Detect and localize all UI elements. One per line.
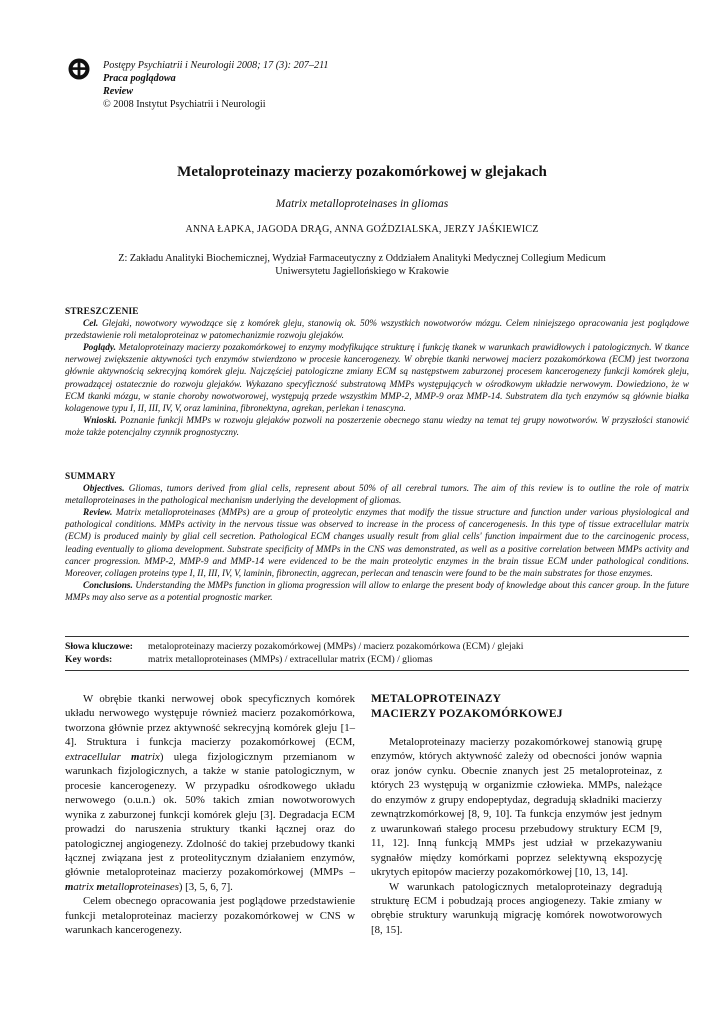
affiliation	[80, 252, 644, 278]
journal-header	[103, 59, 329, 111]
abstract-en	[65, 471, 689, 604]
abstract-en-review: Review. Matrix metalloproteinases (MMPs) are a group of proteolytic enzymes that modify the tissue structure and function under various physiological and pathological conditions. MMPs activity in the nervous tissue was observed to increase in the process of cancerogenesis. In this type of tissue extracellular matrix (ECM) is produced mainly by glial cell secretion. Pathological ECM changes usually result from glial cells' function impairment due to the carcinogenic process, leading eventually to glioma development. Substrate specificity of MMPs in the CNS was demonstrated, as well as a positive correlation between MMPs activity and cancer progression. MMP-2, MMP-9 and MMP-14 were evidenced to be the main proteolytic enzymes in the brain tissue ECM under pathological conditions. Moreover, collagen proteins type I, II, III, IV, V, laminin, fibronectin, aggrecan, perlecan and tenascin were found to be the main substrates for those enzymes.	[65, 508, 689, 579]
abstract-en-objectives: Objectives. Gliomas, tumors derived from glial cells, represent about 50% of all cerebral tumors. The aim of this review is to outline the role of matrix metalloproteinases in the pathological mechanism underlying the development of gliomas.	[65, 484, 689, 507]
keywords-pl: Słowa kluczowe: metaloproteinazy macierzy pozakomórkowej (MMPs) / macierz pozakomórkowa (ECM) / glejaki	[65, 641, 524, 652]
section-heading: METALOPROTEINAZY MACIERZY POZAKOMÓRKOWEJ	[371, 693, 563, 720]
affiliation-line-2: Uniwersytetu Jagiellońskiego w Krakowie	[275, 266, 449, 277]
keywords-en: Key words: matrix metalloproteinases (MMPs) / extracellular matrix (ECM) / gliomas	[65, 653, 433, 665]
journal-citation: Postępy Psychiatrii i Neurologii 2008; 17 (3): 207–211	[103, 60, 329, 71]
copyright: © 2008 Instytut Psychiatrii i Neurologii	[103, 99, 266, 110]
body-left-paragraph-2: Celem obecnego opracowania jest poglądowe przedstawienie funkcji metaloproteinaz macierzy pozakomórkowej w CNS w warunkach kancerogenezy.	[65, 895, 355, 937]
body-left-paragraph-1: W obrębie tkanki nerwowej obok specyficznych komórek układu nerwowego występuje również macierz pozakomórkowa, tworzona głównie przez aktywność sekrecyjną komórek gleju [1–4]. Struktura i funkcja macierzy pozakomórkowej (ECM, extracellular matrix) ulega fizjologicznym przemianom w warunkach fizjologicznych, a także w stanie patologicznym, w procesie kancerogenezy. W przypadku ośrodkowego układu nerwowego (o.u.n.) ok. 50% takich zmian nowotworowych wynika z zaburzonej funkcji komórek gleju [3]. Degradacja ECM prowadzi do naruszenia struktury tkanki łącznej oraz do patologicznej angiogenezy. Zdolność do takiej przebudowy tkanki łącznej związana jest z proteolitycznym działaniem enzymów, głównie metaloproteinaz macierzy pozakomórkowej (MMPs – matrix metalloproteinases) [3, 5, 6, 7].	[65, 693, 355, 893]
body-right-column	[371, 692, 662, 937]
abstract-pl-cel: Cel. Glejaki, nowotwory wywodzące się z komórek gleju, stanowią ok. 50% wszystkich nowotworów mózgu. Celem niniejszego opracowania jest poglądowe przedstawienie roli metaloproteinaz w patomechanizmie rozwoju glejaków.	[65, 319, 689, 342]
divider-top	[65, 636, 689, 637]
institute-logo-icon	[68, 58, 90, 80]
keywords	[65, 641, 689, 666]
article-type-pl: Praca poglądowa	[103, 73, 176, 84]
article-subtitle: Matrix metalloproteinases in gliomas	[275, 198, 449, 210]
affiliation-line-1: Z: Zakładu Analityki Biochemicznej, Wydział Farmaceutyczny z Oddziałem Analityki Medycznej Collegium Medicum	[118, 253, 606, 264]
abstract-pl	[65, 306, 689, 439]
divider-bottom	[65, 670, 689, 671]
article-title: Metaloproteinazy macierzy pozakomórkowej w glejakach	[177, 164, 547, 180]
body-left-column	[65, 692, 355, 938]
abstract-en-heading: SUMMARY	[65, 472, 116, 482]
abstract-en-conclusions: Conclusions. Understanding the MMPs function in glioma progression will allow to enlarge the present body of knowledge about this cancer group. In the future MMPs may also serve as a potential prognostic marker.	[65, 580, 689, 603]
abstract-pl-poglady: Poglądy. Metaloproteinazy macierzy pozakomórkowej to enzymy modyfikujące strukturę i funkcję tkanek w warunkach prawidłowych i patologicznych. W tkance nerwowej zwiększenie aktywności tych enzymów stwierdzono w procesie kancerogenezy. W obrębie tkanki nerwowej macierz pozakomórkowa (ECM) jest tworzona głównie aktywnością sekrecyjną komórek gleju. Najczęściej patologiczne zmiany ECM są następstwem zaburzonej procesem kancerogenezy funkcji komórek gleju, prowadzącej ostatecznie do rozwoju glejaków. Wykazano specyficzność substratową MMPs występujących w ośrodkowym układzie nerwowym. Dowiedziono, że w ECM tkanki mózgu, w stanie choroby nowotworowej, występują przede wszystkim MMP-2, MMP-9 oraz MMP-14. Substratem dla tych enzymów są głównie białka kolagenowe typu I, II, III, IV, V, oraz laminina, fibronektyna, agrekan, perlekan i tenascyna.	[65, 343, 689, 414]
article-type-en: Review	[103, 86, 133, 97]
body-right-paragraph-2: W warunkach patologicznych metaloproteinazy degradują strukturę ECM i pobudzają proces angiogenezy. Takie zmiany w obrębie struktury warunkują migrację komórek nowotworowych [8, 15].	[371, 880, 662, 936]
body-right-paragraph-1: Metaloproteinazy macierzy pozakomórkowej stanowią grupę enzymów, których aktywność zależy od obecności jonów wapnia oraz jonów cynku. Obecnie znanych jest 25 metaloproteinaz, z których 23 występują w organizmie człowieka. MMPs, należące do enzymów z grupy endopeptydaz, degradują składniki macierzy zewnątrzkomórkowej [8, 9, 10]. Ta funkcja enzymów jest jednym z uwarunkowań stałego procesu przebudowy struktury ECM [9, 11, 12]. Inną funkcją MMPs jest udział w przekazywaniu sygnałów między komórkami poprzez selektywną ekspozycję ukrytych epitopów macierzy pozakomórkowej [10, 13, 14].	[371, 736, 662, 879]
abstract-pl-wnioski: Wnioski. Poznanie funkcji MMPs w rozwoju glejaków pozwoli na poszerzenie obecnego stanu wiedzy na temat tej grupy nowotworów. W przyszłości stanowić może także potencjalny czynnik prognostyczny.	[65, 415, 689, 438]
abstract-pl-heading: STRESZCZENIE	[65, 307, 139, 317]
authors: ANNA ŁAPKA, JAGODA DRĄG, ANNA GOŹDZIALSKA, JERZY JAŚKIEWICZ	[185, 224, 539, 235]
